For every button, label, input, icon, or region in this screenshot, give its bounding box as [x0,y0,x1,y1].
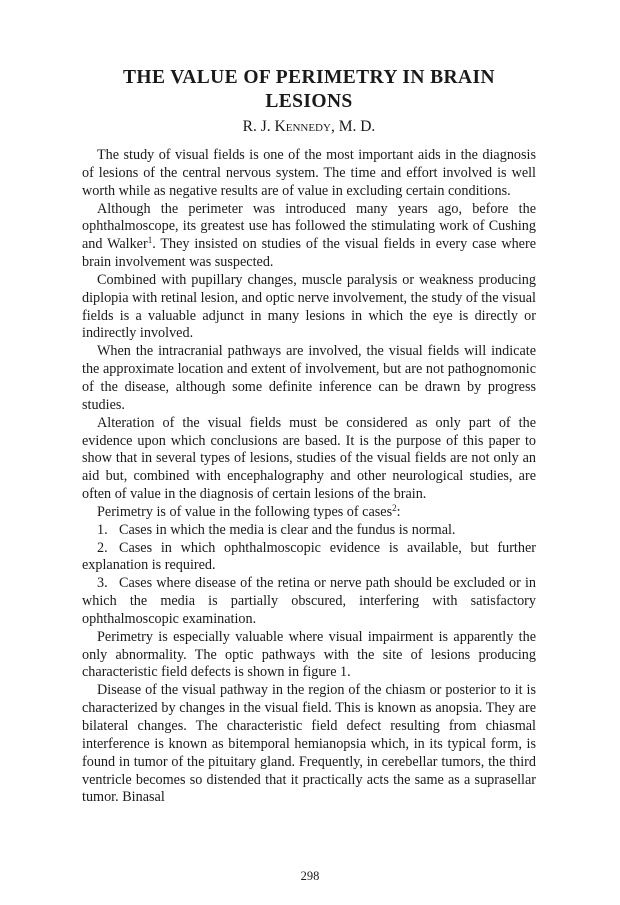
paragraph-cases-intro: Perimetry is of value in the following types of cases$^2$: [97,502,401,520]
paragraph-combined: Combined with pupillary changes, muscle paralysis or weakness producing diplopia with retinal lesion, and optic nerve involvement, the study of the visual fields is a valuable adjunct in many lesions in which the eye is directly or indirectly involved. [82,271,536,342]
author-line: R. J. Kennedy, M. D. [242,118,376,135]
list-number: 3. [97,575,108,592]
footnote-ref: 2 [392,502,397,513]
list-number: 2. [97,539,108,556]
page-number: 298 [300,869,320,883]
paragraph-pathways: When the intracranial pathways are involved, the visual fields will indicate the approximate location and extent of involvement, but are not pathognomonic of the disease, although some definite inference can be drawn by progress studies. [82,343,536,413]
list-number: 1. [97,521,108,538]
paragraph-visual-pathway: Disease of the visual pathway in the region of the chiasm or posterior to it is characterized by changes in the visual field. This is known as anopsia. They are bilateral changes. The characteristic field defect resulting from chiasmal interference is known as bitemporal hemianopsia which, in its typical form, is found in tumor of the pituitary gland. Frequently, in cerebellar tumors, the third ventricle becomes so distended that it practically acts the same as a suprasellar tumor. Binasal [82,682,536,806]
article-title: THE VALUE OF PERIMETRY IN BRAIN LESIONS [123,67,495,112]
list-item: 1. Cases in which the media is clear and the fundus is normal. [97,521,456,538]
paragraph-intro: The study of visual fields is one of the most important aids in the diagnosis of lesions of the central nervous system. The time and effort involved is well worth while as negative results are of value in excluding certain conditions. [82,147,536,199]
article-body [82,147,536,807]
footnote-ref: 1 [147,235,153,246]
list-item: 3. Cases where disease of the retina or nerve path should be excluded or in which the media is partially obscured, interfering with satisfactory ophthalmoscopic examination. [82,575,536,627]
paragraph-history: Although the perimeter was introduced many years ago, before the ophthalmoscope, its greatest use has followed the stimulating work of Cushing and Walker$^1$. They insisted on studies of the visual fields in every case where brain involvement was suspected. [82,200,536,271]
list-item: 2. Cases in which ophthalmoscopic evidence is available, but further explanation is required. [82,539,536,574]
paragraph-especially-valuable: Perimetry is especially valuable where visual impairment is apparently the only abnormality. The optic pathways with the site of lesions producing characteristic field defects is shown in figure 1. [82,628,536,681]
paragraph-purpose: Alteration of the visual fields must be considered as only part of the evidence upon which conclusions are based. It is the purpose of this paper to show that in several types of lesions, studies of the visual fields are not only an aid but, combined with encephalography and other neurological studies, are often of value in the diagnosis of certain lesions of the brain. [82,414,536,503]
